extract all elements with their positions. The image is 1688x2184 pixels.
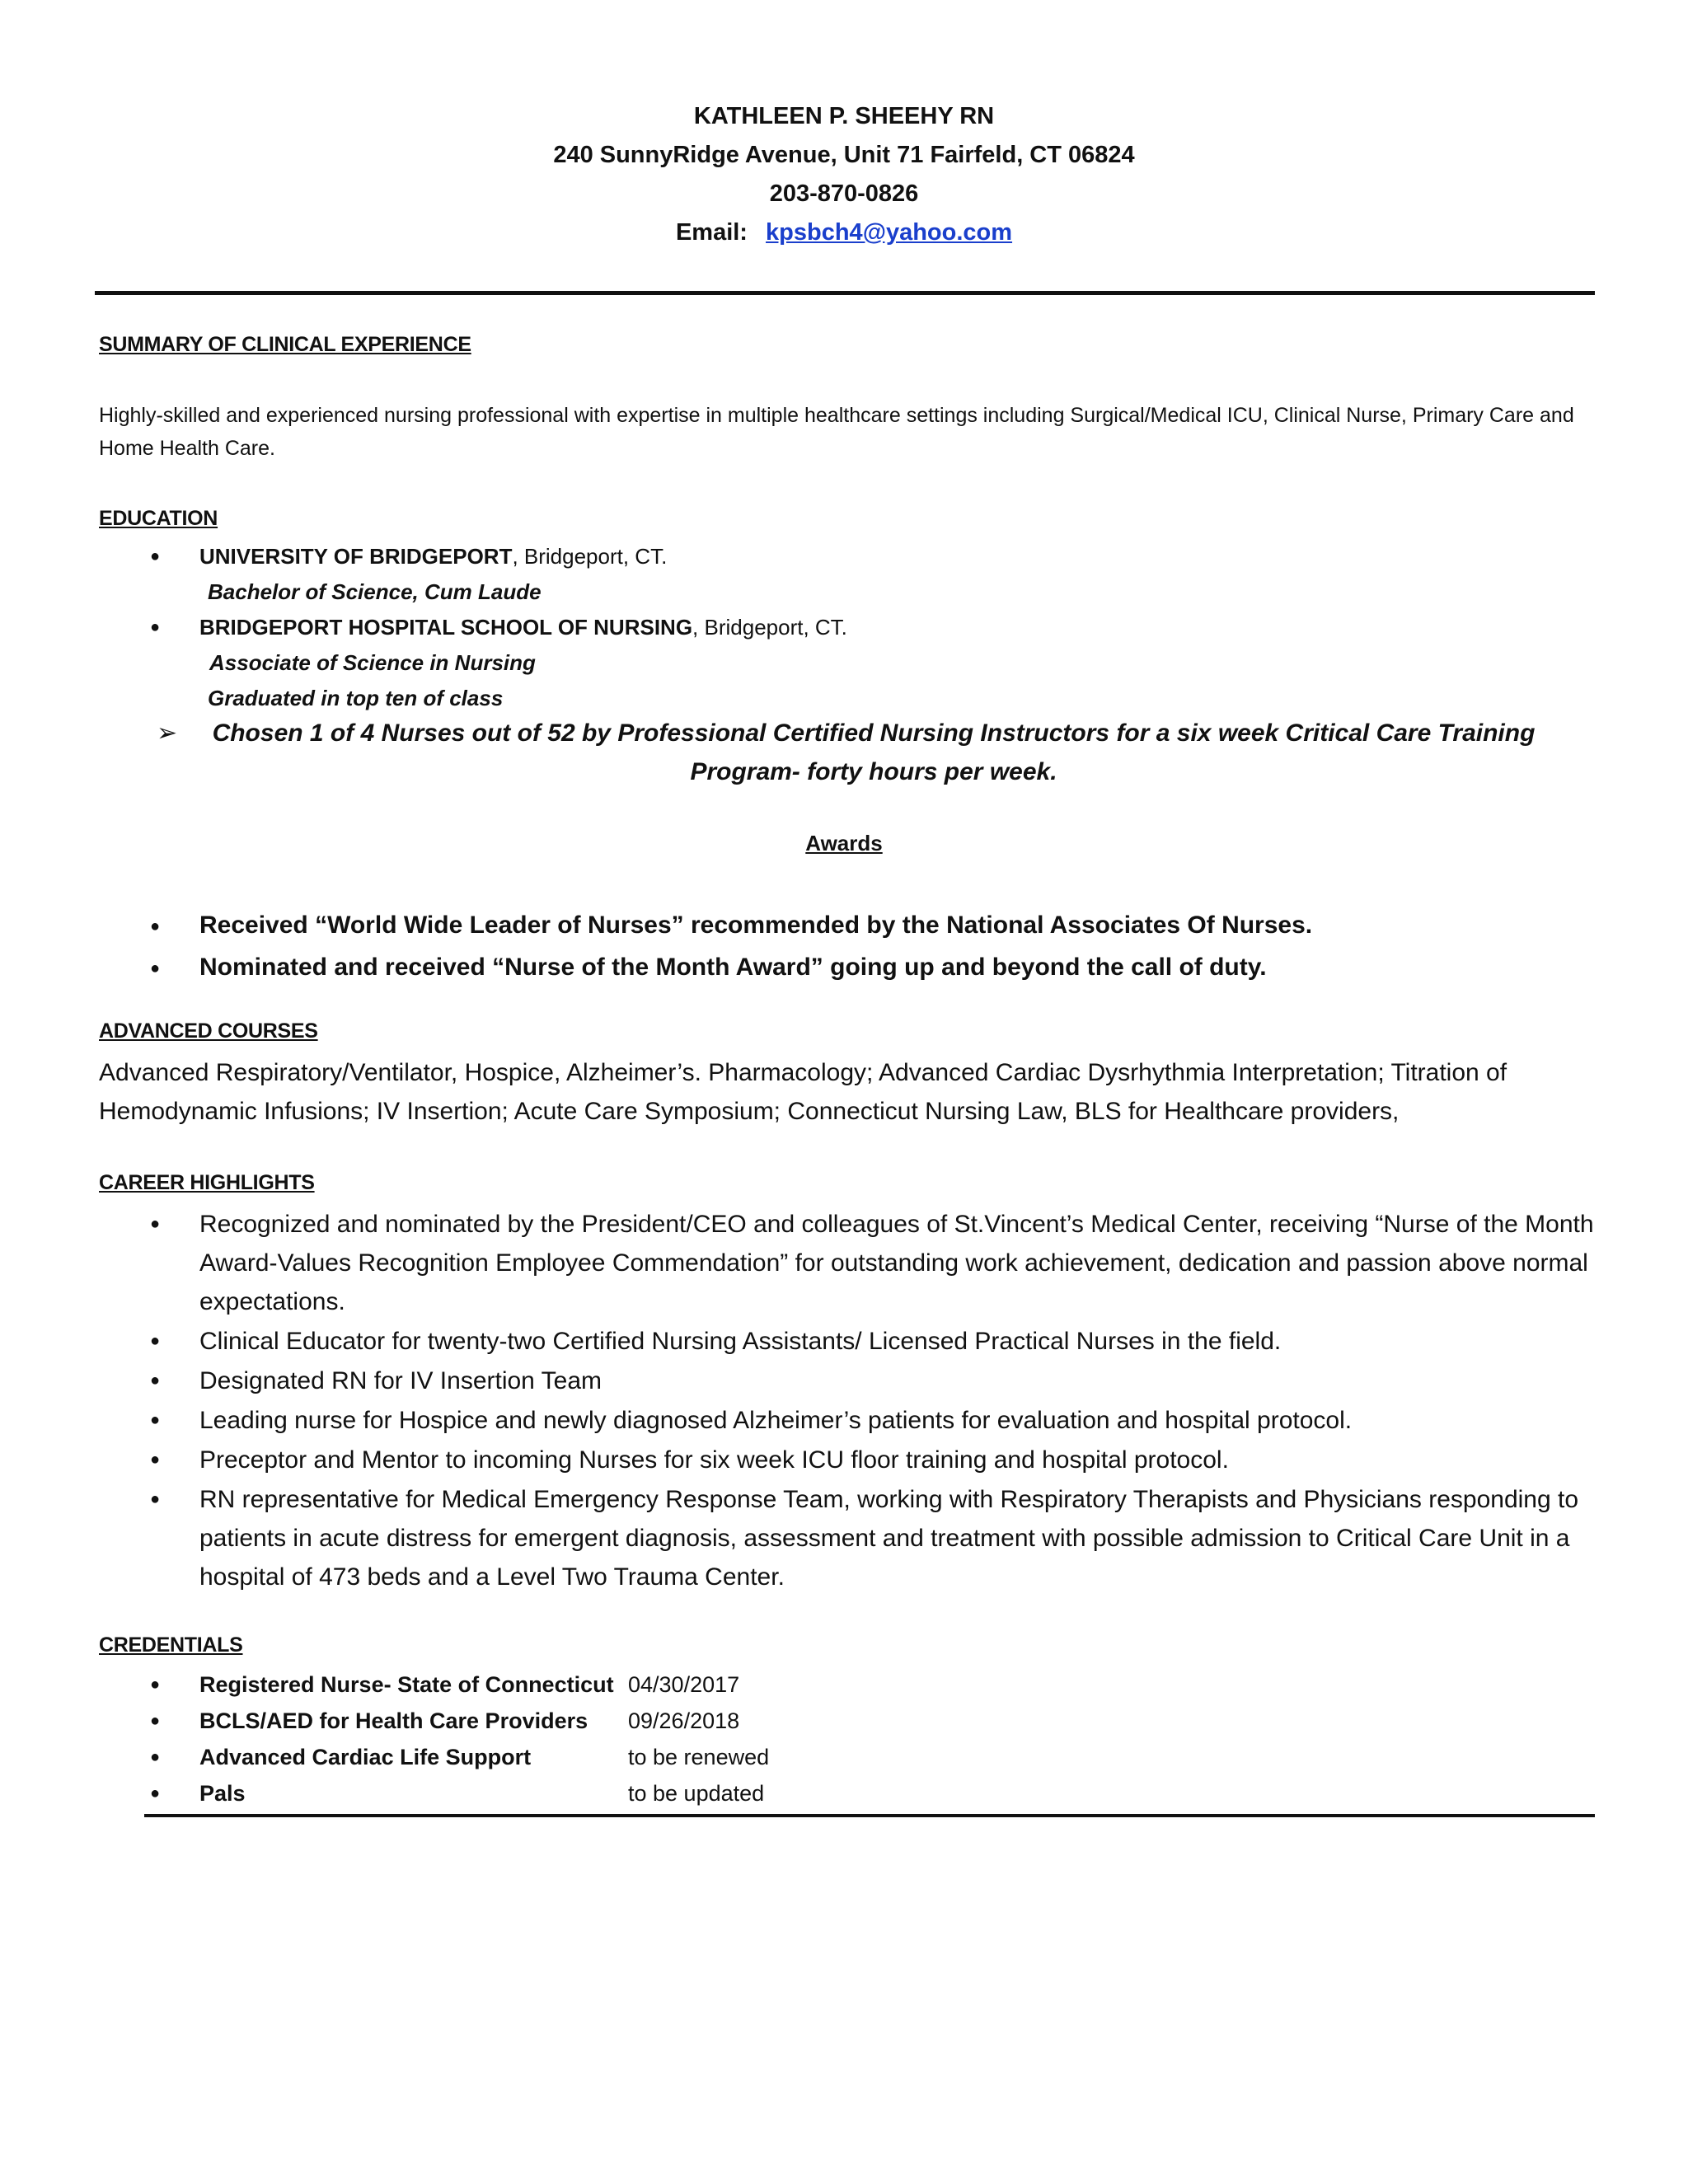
credential-name: ● BCLS/AED for Health Care Providers <box>199 1708 588 1733</box>
credential-date: 09/26/2018 <box>628 1708 740 1733</box>
credential-status: to be renewed <box>628 1745 770 1769</box>
career-item: ● RN representative for Medical Emergency Response Team, working with Respiratory Therapists and Physicians responding to patients in acute distress for emergent diagnosis, assessment and treatment with possible admission to Critical Care Unit in a hospital of 473 beds and a Level Two Trauma Center. <box>99 1480 1607 1596</box>
summary-text: Highly-skilled and experienced nursing professional with expertise in multiple healthcare settings including Surgical/Medical ICU, Clinical Nurse, Primary Care and Home Health Care. <box>99 404 1574 460</box>
credential-name: ● Registered Nurse- State of Connecticut <box>199 1672 614 1697</box>
degree: Associate of Science in Nursing <box>209 650 536 675</box>
education-note: Graduated in top ten of class <box>208 686 504 710</box>
school-name: UNIVERSITY OF BRIDGEPORT <box>199 544 513 569</box>
career-item: ● Preceptor and Mentor to incoming Nurses for six week ICU floor training and hospital protocol. <box>99 1441 1607 1479</box>
advanced-courses-heading: ADVANCED COURSES <box>99 1019 318 1043</box>
awards-heading: Awards <box>805 831 883 855</box>
education-heading: EDUCATION <box>99 507 218 530</box>
phone: 203-870-0826 <box>769 180 919 207</box>
career-item: ● Designated RN for IV Insertion Team <box>99 1361 1607 1400</box>
career-item: ● Leading nurse for Hospice and newly diagnosed Alzheimer’s patients for evaluation and hospital protocol. <box>99 1401 1607 1440</box>
school-name: BRIDGEPORT HOSPITAL SCHOOL OF NURSING <box>199 615 693 640</box>
credential-name: ● Pals <box>199 1781 246 1806</box>
awards-list <box>99 904 1582 988</box>
credentials-list <box>99 1666 1582 1811</box>
advanced-courses-text: Advanced Respiratory/Ventilator, Hospice, Alzheimer’s. Pharmacology; Advanced Cardiac Dysrhythmia Interpretation; Titration of Hemodynamic Infusions; IV Insertion; Acute Care Symposium; Connecticut Nursing Law, BLS for Healthcare providers, <box>99 1059 1507 1125</box>
career-item: ● Clinical Educator for twenty-two Certified Nursing Assistants/ Licensed Practical Nurses in the field. <box>99 1322 1607 1361</box>
award-item: ● Received “World Wide Leader of Nurses” recommended by the National Associates Of Nurses. <box>99 904 1582 946</box>
credentials-heading: CREDENTIALS <box>99 1633 243 1657</box>
candidate-name: KATHLEEN P. SHEEHY RN <box>693 103 995 129</box>
summary-heading: SUMMARY OF CLINICAL EXPERIENCE <box>99 333 471 356</box>
credential-status: to be updated <box>628 1781 765 1806</box>
award-item: ● Nominated and received “Nurse of the Month Award” going up and beyond the call of duty. <box>99 946 1582 988</box>
career-highlights-list <box>99 1205 1607 1597</box>
school-location: , Bridgeport, CT. <box>692 615 847 640</box>
address: 240 SunnyRidge Avenue, Unit 71 Fairfeld, CT 06824 <box>553 142 1135 168</box>
education-school <box>99 539 1582 574</box>
top-divider <box>95 291 1595 295</box>
bottom-divider <box>144 1814 1595 1817</box>
critical-care-selection: Chosen 1 of 4 Nurses out of 52 by Professional Certified Nursing Instructors for a six week Critical Care Training Program- forty hours per week. <box>212 719 1536 785</box>
credential-name: ● Advanced Cardiac Life Support <box>199 1745 532 1769</box>
resume-header <box>0 97 1688 252</box>
email-line <box>0 213 1688 252</box>
arrow-bullet-icon: ➢ <box>157 719 178 747</box>
credential-date: 04/30/2017 <box>628 1672 740 1697</box>
credential-item <box>99 1739 1582 1775</box>
credential-item <box>99 1666 1582 1703</box>
email-link[interactable]: kpsbch4@yahoo.com <box>766 219 1013 246</box>
credential-item <box>99 1703 1582 1739</box>
career-item: ● Recognized and nominated by the President/CEO and colleagues of St.Vincent’s Medical Center, receiving “Nurse of the Month Award-Values Recognition Employee Commendation” for outstanding work achievement, dedication and passion above normal expectations. <box>99 1205 1607 1321</box>
school-location: , Bridgeport, CT. <box>512 544 668 569</box>
email-label: Email: <box>675 219 748 246</box>
credential-item <box>99 1775 1582 1811</box>
education-school <box>99 610 1582 645</box>
education-list <box>99 539 1582 716</box>
degree: Bachelor of Science, Cum Laude <box>208 579 542 604</box>
career-highlights-heading: CAREER HIGHLIGHTS <box>99 1171 315 1194</box>
